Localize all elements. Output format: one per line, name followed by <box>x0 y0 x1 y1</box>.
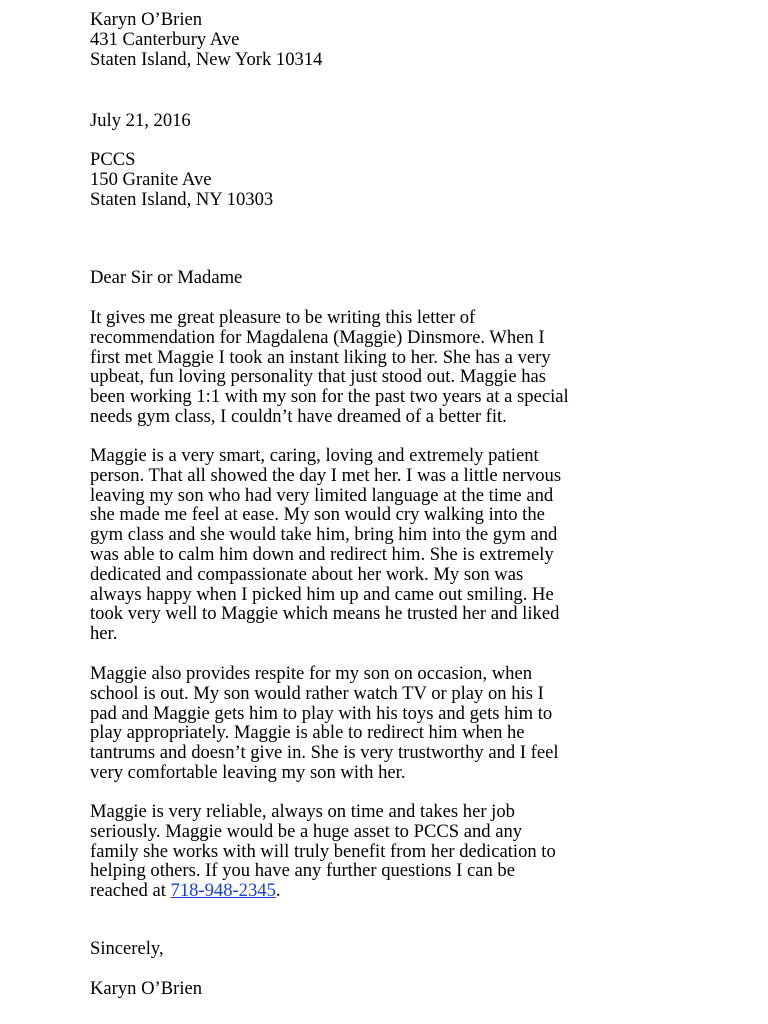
body-paragraph-3 <box>90 664 690 783</box>
recipient-address <box>90 150 690 209</box>
contact-line-prefix: reached at <box>90 880 171 902</box>
paragraph-line: school is out. My son would rather watch TV or play on his I <box>90 682 544 704</box>
body-paragraph-4 <box>90 802 690 901</box>
recipient-street: 150 Granite Ave <box>90 168 212 190</box>
body-paragraph-1 <box>90 308 690 427</box>
paragraph-line: been working 1:1 with my son for the past two years at a special <box>90 386 569 408</box>
sender-city-line: Staten Island, New York 10314 <box>90 48 323 70</box>
paragraph-line: always happy when I picked him up and came out smiling. He <box>90 583 554 605</box>
recipient-city-line: Staten Island, NY 10303 <box>90 188 274 210</box>
salutation <box>90 268 690 288</box>
body-paragraph-2 <box>90 446 690 644</box>
letter-date <box>90 111 690 131</box>
paragraph-line: first met Maggie I took an instant liking to her. She has a very <box>90 346 551 368</box>
salutation-text: Dear Sir or Madame <box>90 267 243 288</box>
contact-line-suffix: . <box>275 880 281 902</box>
sender-address <box>90 10 690 69</box>
paragraph-line: helping others. If you have any further questions I can be <box>90 860 515 882</box>
contact-line <box>90 881 690 901</box>
paragraph-line: very comfortable leaving my son with her. <box>90 761 406 783</box>
paragraph-line: Maggie is a very smart, caring, loving and extremely patient <box>90 445 539 466</box>
paragraph-line: gym class and she would take him, bring him into the gym and <box>90 524 558 546</box>
paragraph-line: was able to calm him down and redirect him. She is extremely <box>90 543 554 565</box>
paragraph-line: family she works with will truly benefit from her dedication to <box>90 840 556 862</box>
paragraph-line: tantrums and doesn’t give in. She is very trustworthy and I feel <box>90 742 559 764</box>
signature-block <box>90 979 690 999</box>
paragraph-line: seriously. Maggie would be a huge asset to PCCS and any <box>90 820 523 842</box>
date-text: July 21, 2016 <box>90 110 191 131</box>
paragraph-line: person. That all showed the day I met her. I was a little nervous <box>90 464 562 486</box>
paragraph-line: leaving my son who had very limited language at the time and <box>90 484 554 506</box>
paragraph-line: took very well to Maggie which means he trusted her and liked <box>90 603 560 625</box>
paragraph-line: upbeat, fun loving personality that just stood out. Maggie has <box>90 366 547 388</box>
phone-number-link[interactable]: 718-948-2345 <box>170 880 276 902</box>
paragraph-line: play appropriately. Maggie is able to redirect him when he <box>90 722 525 744</box>
paragraph-line: recommendation for Magdalena (Maggie) Dinsmore. When I <box>90 326 545 348</box>
paragraph-line: It gives me great pleasure to be writing this letter of <box>90 307 476 328</box>
closing-text: Sincerely, <box>90 938 164 959</box>
paragraph-line: dedicated and compassionate about her work. My son was <box>90 563 524 585</box>
sender-street: 431 Canterbury Ave <box>90 28 240 50</box>
paragraph-line: Maggie also provides respite for my son on occasion, when <box>90 663 533 684</box>
paragraph-line: Maggie is very reliable, always on time and takes her job <box>90 801 515 822</box>
paragraph-line: pad and Maggie gets him to play with his toys and gets him to <box>90 702 553 724</box>
paragraph-line: needs gym class, I couldn’t have dreamed of a better fit. <box>90 405 507 427</box>
recipient-name: PCCS <box>90 149 136 170</box>
signature-name: Karyn O’Brien <box>90 978 203 999</box>
paragraph-line: her. <box>90 623 118 645</box>
sender-name: Karyn O’Brien <box>90 9 203 30</box>
complimentary-close <box>90 939 690 959</box>
paragraph-line: she made me feel at ease. My son would cry walking into the <box>90 504 545 526</box>
